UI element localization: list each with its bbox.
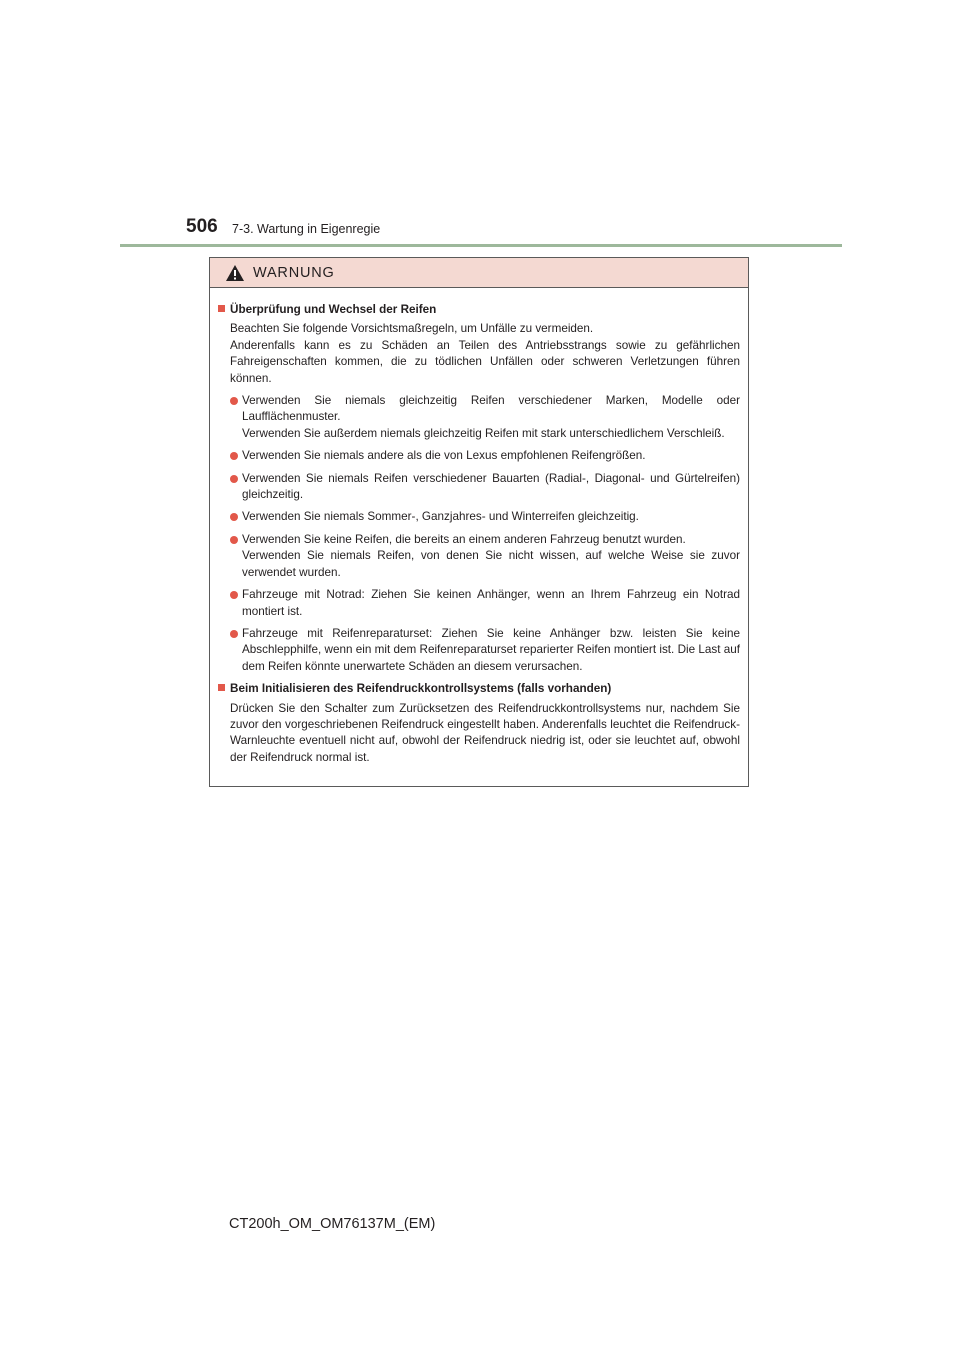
- list-item-text: Fahrzeuge mit Notrad: Ziehen Sie keinen Anhänger, wenn an Ihrem Fahrzeug ein Notrad montiert ist.: [242, 588, 740, 618]
- warning-header: [210, 258, 748, 288]
- bullet-dot-icon: [230, 536, 238, 544]
- footer-document-code: CT200h_OM_OM76137M_(EM): [229, 1216, 436, 1232]
- section-title: 7-3. Wartung in Eigenregie: [232, 222, 381, 236]
- list-item-text: Verwenden Sie niemals Reifen, von denen Sie nicht wissen, auf welche Weise sie zuvor verwendet wurden.: [242, 549, 740, 579]
- bullet-dot-icon: [230, 397, 238, 405]
- section-heading-text: Beim Initialisieren des Reifendruckkontrollsystems (falls vorhanden): [230, 682, 612, 696]
- list-item-text: Verwenden Sie außerdem niemals gleichzeitig Reifen mit stark unterschiedlichem Verschleiß.: [242, 426, 725, 440]
- header-rule: [120, 244, 842, 247]
- section-paragraph: [218, 321, 740, 387]
- warning-body: [210, 288, 748, 766]
- warning-triangle-icon: [225, 264, 245, 282]
- list-item: [218, 471, 740, 504]
- bullet-dot-icon: [230, 591, 238, 599]
- paragraph-line: Drücken Sie den Schalter zum Zurücksetzen des Reifendruckkontrollsystems nur, nachdem Sie zuvor den vorgeschriebenen Reifendruck eingestellt haben. Anderenfalls leuchtet die Reifendruck-Warnleuchte eventuell nicht auf, obwohl der Reifendruck niedrig ist, oder sie leuchtet auf, obwohl der Reifendruck normal ist.: [230, 701, 740, 764]
- list-item-text: Verwenden Sie niemals Sommer-, Ganzjahres- und Winterreifen gleichzeitig.: [242, 510, 639, 524]
- list-item: [218, 509, 740, 525]
- list-item: [218, 532, 740, 581]
- section-heading-text: Überprüfung und Wechsel der Reifen: [230, 303, 437, 316]
- list-item-text: Fahrzeuge mit Reifenreparaturset: Ziehen Sie keine Anhänger bzw. leisten Sie keine Abschlepphilfe, wenn ein mit dem Reifenreparaturset reparierter Reifen montiert ist. Die Last auf dem Reifen könnte unerwartete Schäden an diesem verursachen.: [242, 626, 740, 673]
- section-heading: [218, 302, 740, 318]
- section-heading: [218, 681, 740, 697]
- warning-box: [209, 257, 749, 787]
- bullet-dot-icon: [230, 630, 238, 638]
- bullet-dot-icon: [230, 475, 238, 483]
- square-bullet-icon: [218, 684, 225, 691]
- paragraph-line: Anderenfalls kann es zu Schäden an Teilen des Antriebsstrangs sowie zu gefährlichen Fahreigenschaften kommen, die zu tödlichen Unfällen oder schweren Verletzungen führen können.: [230, 338, 740, 385]
- section-paragraph: [218, 701, 740, 767]
- paragraph-line: Beachten Sie folgende Vorsichtsmaßregeln, um Unfälle zu vermeiden.: [230, 322, 594, 336]
- list-item-text: Verwenden Sie niemals Reifen verschiedener Bauarten (Radial-, Diagonal- und Gürtelreifen) gleichzeitig.: [242, 471, 740, 502]
- list-item-text: Verwenden Sie keine Reifen, die bereits an einem anderen Fahrzeug benutzt wurden.: [242, 532, 686, 546]
- warning-title: WARNUNG: [253, 264, 335, 281]
- list-item-text: Verwenden Sie niemals gleichzeitig Reifen verschiedener Marken, Modelle oder Laufflächenmuster.: [242, 394, 740, 424]
- list-item: [218, 448, 740, 464]
- bullet-dot-icon: [230, 513, 238, 521]
- list-item: [218, 626, 740, 675]
- bullet-dot-icon: [230, 452, 238, 460]
- list-item: [218, 393, 740, 442]
- page-number: 506: [186, 216, 218, 237]
- square-bullet-icon: [218, 305, 225, 312]
- list-item-text: Verwenden Sie niemals andere als die von Lexus empfohlenen Reifengrößen.: [242, 449, 646, 463]
- list-item: [218, 587, 740, 620]
